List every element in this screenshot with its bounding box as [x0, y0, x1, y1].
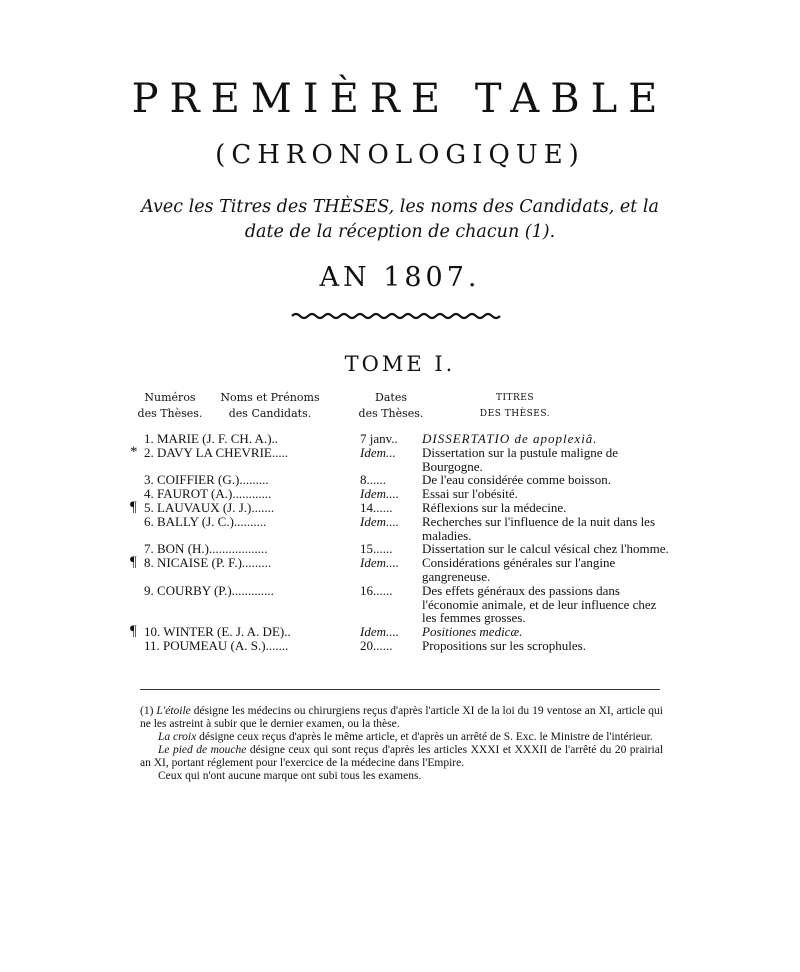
column-header-text: Noms et Prénoms — [220, 391, 320, 404]
thesis-date: 20...... — [360, 638, 393, 653]
thesis-date: 7 janv.. — [360, 432, 398, 446]
column-header-numbers — [135, 390, 205, 422]
candidate-name: 7. BON (H.).................. — [144, 542, 268, 557]
footnote-emphasis: La croix — [158, 731, 197, 743]
footnote-emphasis: Le pied de mouche — [158, 744, 247, 756]
footnotes — [140, 705, 663, 783]
column-header-text: des Thèses. — [137, 407, 203, 420]
thesis-title: Dissertation sur le calcul vésical chez l'homme. — [422, 541, 669, 557]
candidate-name: 4. FAUROT (A.)............ — [144, 487, 272, 501]
thesis-title: Essai sur l'obésité. — [422, 486, 518, 502]
table-row — [130, 625, 670, 639]
thesis-title: De l'eau considérée comme boisson. — [422, 472, 611, 488]
column-header-dates — [358, 390, 424, 422]
candidate-name: 5. LAUVAUX (J. J.)....... — [144, 500, 275, 515]
candidate-name: 2. DAVY LA CHEVRIE..... — [144, 445, 289, 460]
table-row — [130, 639, 670, 653]
tome-heading: TOME I. — [344, 352, 456, 376]
thesis-title: Positiones medicæ. — [422, 624, 523, 640]
thesis-title: Des effets généraux des passions dans l'économie animale, et de leur influence chez les femmes grosses. — [422, 582, 657, 626]
table-row — [130, 556, 670, 584]
thesis-date: Idem... — [360, 445, 396, 460]
thesis-title: Recherches sur l'influence de la nuit dans les maladies. — [422, 513, 656, 543]
column-header-text: Dates — [375, 391, 407, 404]
thesis-table — [130, 432, 670, 653]
column-header-text: TITRES — [495, 393, 535, 403]
thesis-title: DISSERTATIO de apoplexiâ. — [422, 431, 598, 446]
column-header-text: des Candidats. — [228, 407, 312, 420]
footnote-2 — [140, 731, 663, 744]
decorative-rule — [290, 312, 505, 320]
page-subtitle: (CHRONOLOGIQUE) — [215, 140, 585, 170]
thesis-date: 16...... — [360, 583, 393, 598]
footnote-text: désigne les médecins ou chirurgiens reçus d'après l'article XI de la loi du 19 ventose an XI, article qui ne les astreint à subir que le dernier examen, ou la thèse. — [140, 705, 663, 730]
page-title: PREMIÈRE TABLE — [131, 76, 669, 122]
thesis-date: 15...... — [360, 542, 393, 557]
footnote-text: désigne ceux reçus d'après le même article, et d'après un arrêté de S. Exc. le Ministre de l'intérieur. — [196, 731, 653, 743]
column-header-text: des Thèses. — [358, 407, 424, 420]
thesis-title: Dissertation sur la pustule maligne de Bourgogne. — [422, 444, 619, 474]
thesis-title: Propositions sur les scrophules. — [422, 637, 586, 653]
candidate-name: 9. COURBY (P.)............. — [144, 583, 274, 598]
table-row — [130, 487, 670, 501]
thesis-date: Idem.... — [360, 487, 399, 501]
footnote-1 — [140, 705, 663, 731]
footnote-text: désigne ceux qui sont reçus d'après les articles XXXI et XXXII de l'arrêté du 20 prairial an XI, portant réglement pour l'exercice de la médecine dans l'Empire. — [140, 744, 664, 769]
table-row — [130, 584, 670, 625]
column-header-names — [215, 390, 325, 422]
row-mark: ¶ — [130, 554, 137, 571]
row-mark: * — [130, 443, 138, 460]
table-row — [130, 432, 670, 446]
footnote-separator — [140, 689, 660, 690]
table-row — [130, 498, 670, 515]
column-header-text: Numéros — [144, 391, 196, 404]
thesis-date: Idem.... — [360, 625, 399, 639]
row-mark: ¶ — [130, 498, 137, 515]
column-header-text: DES THÈSES. — [479, 409, 551, 419]
row-mark: ¶ — [130, 623, 137, 640]
footnote-emphasis: L'étoile — [156, 705, 191, 717]
thesis-date: 14...... — [360, 500, 393, 515]
year-heading: AN 1807. — [319, 262, 481, 293]
table-row — [130, 542, 670, 556]
thesis-title: Réflexions sur la médecine. — [422, 499, 567, 515]
thesis-date: Idem.... — [360, 556, 399, 571]
table-row — [130, 443, 670, 474]
footnote-text: (1) — [140, 705, 157, 717]
footnote-3 — [140, 744, 663, 770]
intro-text: Avec les Titres des THÈSES, les noms des Candidats, et la date de la réception de chacun (1). — [141, 197, 659, 242]
candidate-name: 1. MARIE (J. F. CH. A.).. — [144, 432, 279, 446]
table-row — [130, 515, 670, 543]
footnote-4: Ceux qui n'ont aucune marque ont subi tous les examens. — [158, 770, 422, 782]
column-header-titles — [470, 390, 560, 422]
thesis-date: Idem.... — [360, 514, 399, 529]
thesis-title: Considérations générales sur l'angine gangreneuse. — [422, 555, 616, 584]
table-row — [130, 473, 670, 487]
candidate-name: 3. COIFFIER (G.)......... — [144, 473, 269, 488]
candidate-name: 6. BALLY (J. C.).......... — [144, 514, 267, 529]
candidate-name: 11. POUMEAU (A. S.)....... — [144, 638, 289, 653]
candidate-name: 10. WINTER (E. J. A. DE).. — [144, 625, 291, 639]
thesis-date: 8...... — [360, 473, 386, 488]
candidate-name: 8. NICAISE (P. F.)......... — [144, 556, 272, 571]
